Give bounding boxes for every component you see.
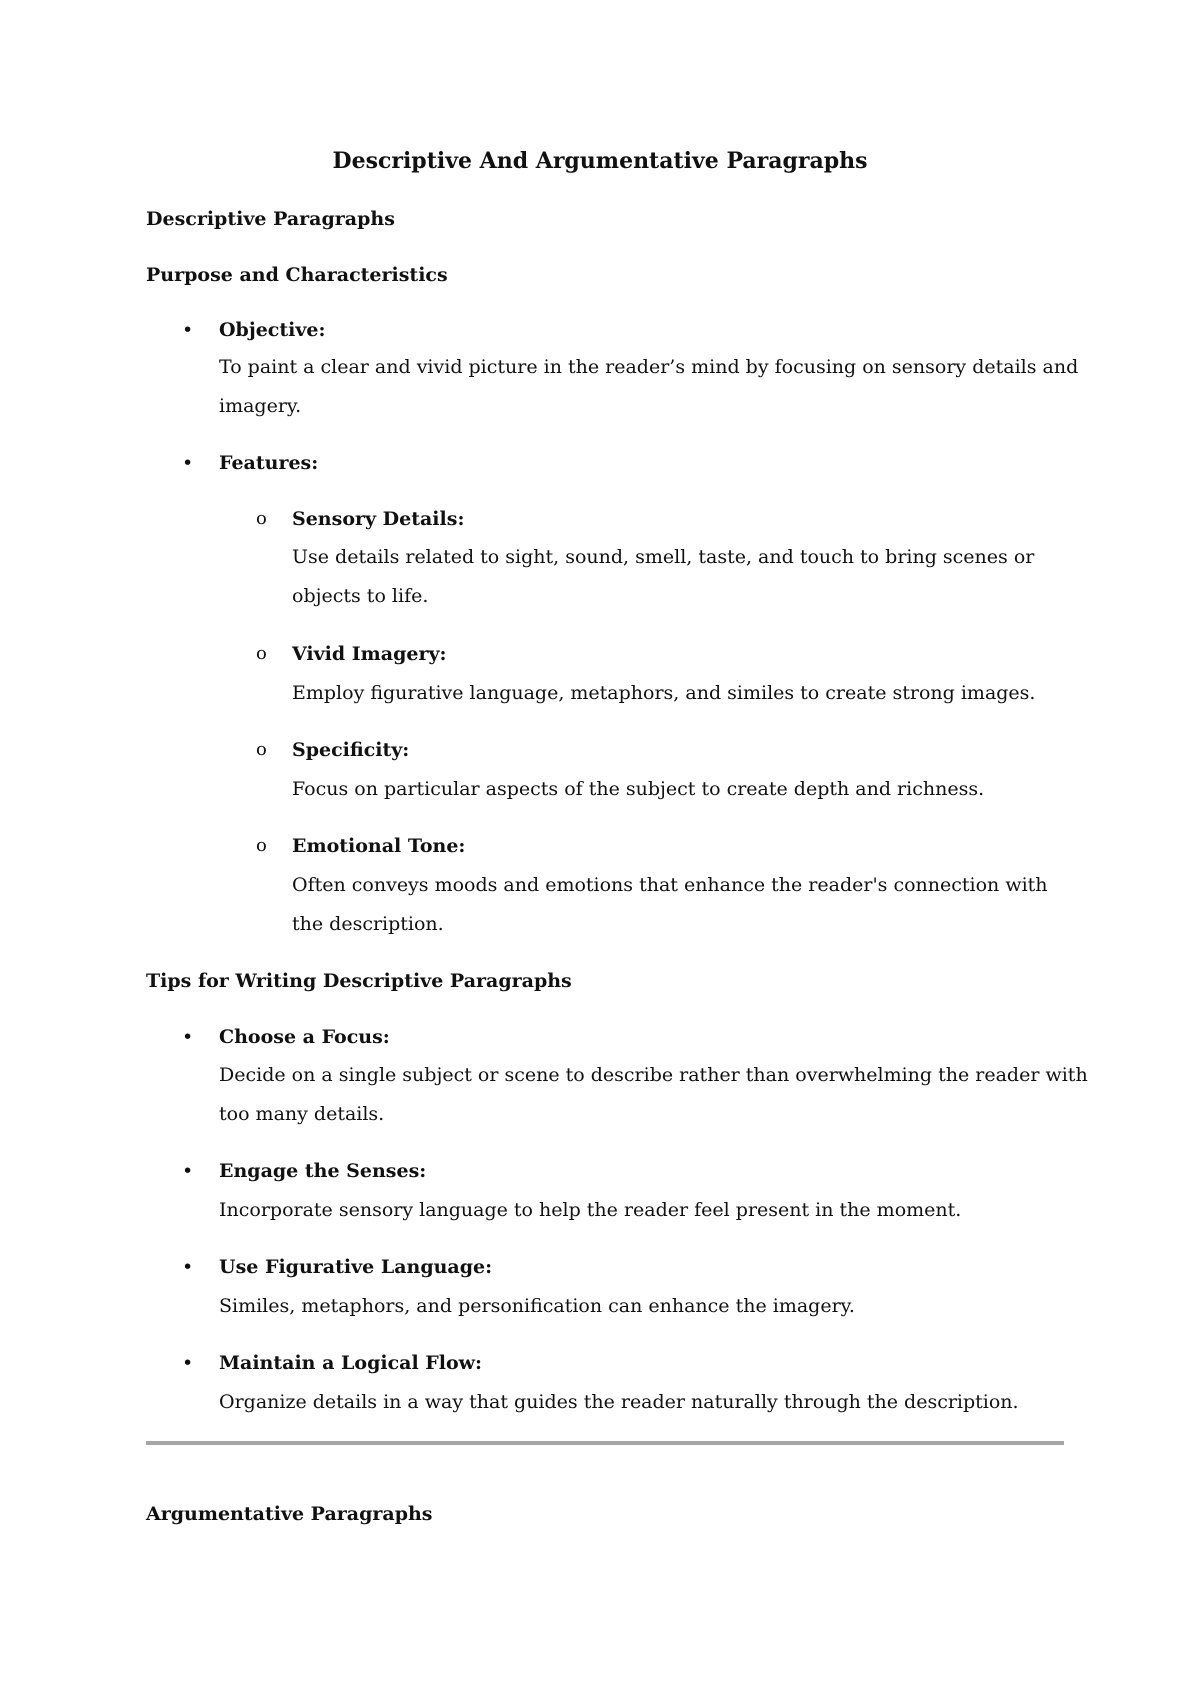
objective-label: Objective:	[219, 319, 326, 341]
feature-label-imagery: Vivid Imagery:	[292, 643, 447, 665]
tip-text-flow: Organize details in a way that guides the reader naturally through the description.	[219, 1391, 1019, 1413]
tip-label-focus: Choose a Focus:	[219, 1026, 390, 1048]
horizontal-divider	[146, 1441, 1064, 1445]
subheading-purpose: Purpose and Characteristics	[146, 264, 448, 286]
section-heading-descriptive: Descriptive Paragraphs	[146, 208, 395, 230]
sub-bullet-icon: o	[256, 739, 267, 760]
sub-bullet-icon: o	[256, 835, 267, 856]
feature-label-sensory: Sensory Details:	[292, 508, 465, 530]
tip-text-focus: Decide on a single subject or scene to describe rather than overwhelming the reader with too many details.	[219, 1064, 1088, 1125]
bullet-icon: •	[182, 1256, 194, 1278]
sub-bullet-icon: o	[256, 508, 267, 529]
subheading-tips: Tips for Writing Descriptive Paragraphs	[146, 970, 572, 992]
feature-text-sensory: Use details related to sight, sound, smell, taste, and touch to bring scenes or objects to life.	[292, 546, 1035, 607]
document-title: Descriptive And Argumentative Paragraphs	[332, 148, 868, 174]
feature-label-emotional: Emotional Tone:	[292, 835, 466, 857]
features-label: Features:	[219, 452, 319, 474]
tip-text-senses: Incorporate sensory language to help the reader feel present in the moment.	[219, 1199, 962, 1221]
tip-text-figurative: Similes, metaphors, and personification can enhance the imagery.	[219, 1295, 855, 1317]
bullet-icon: •	[182, 1160, 194, 1182]
bullet-icon: •	[182, 1352, 194, 1374]
feature-label-specificity: Specificity:	[292, 739, 410, 761]
tip-label-senses: Engage the Senses:	[219, 1160, 427, 1182]
tip-label-figurative: Use Figurative Language:	[219, 1256, 493, 1278]
tip-label-flow: Maintain a Logical Flow:	[219, 1352, 483, 1374]
objective-text: To paint a clear and vivid picture in the reader’s mind by focusing on sensory details and imagery.	[219, 356, 1079, 417]
bullet-icon: •	[182, 319, 194, 341]
bullet-icon: •	[182, 1026, 194, 1048]
bullet-icon: •	[182, 452, 194, 474]
feature-text-imagery: Employ figurative language, metaphors, and similes to create strong images.	[292, 682, 1036, 704]
sub-bullet-icon: o	[256, 643, 267, 664]
feature-text-emotional: Often conveys moods and emotions that enhance the reader's connection with the description.	[292, 874, 1048, 935]
feature-text-specificity: Focus on particular aspects of the subject to create depth and richness.	[292, 778, 985, 800]
section-heading-argumentative: Argumentative Paragraphs	[146, 1503, 433, 1525]
